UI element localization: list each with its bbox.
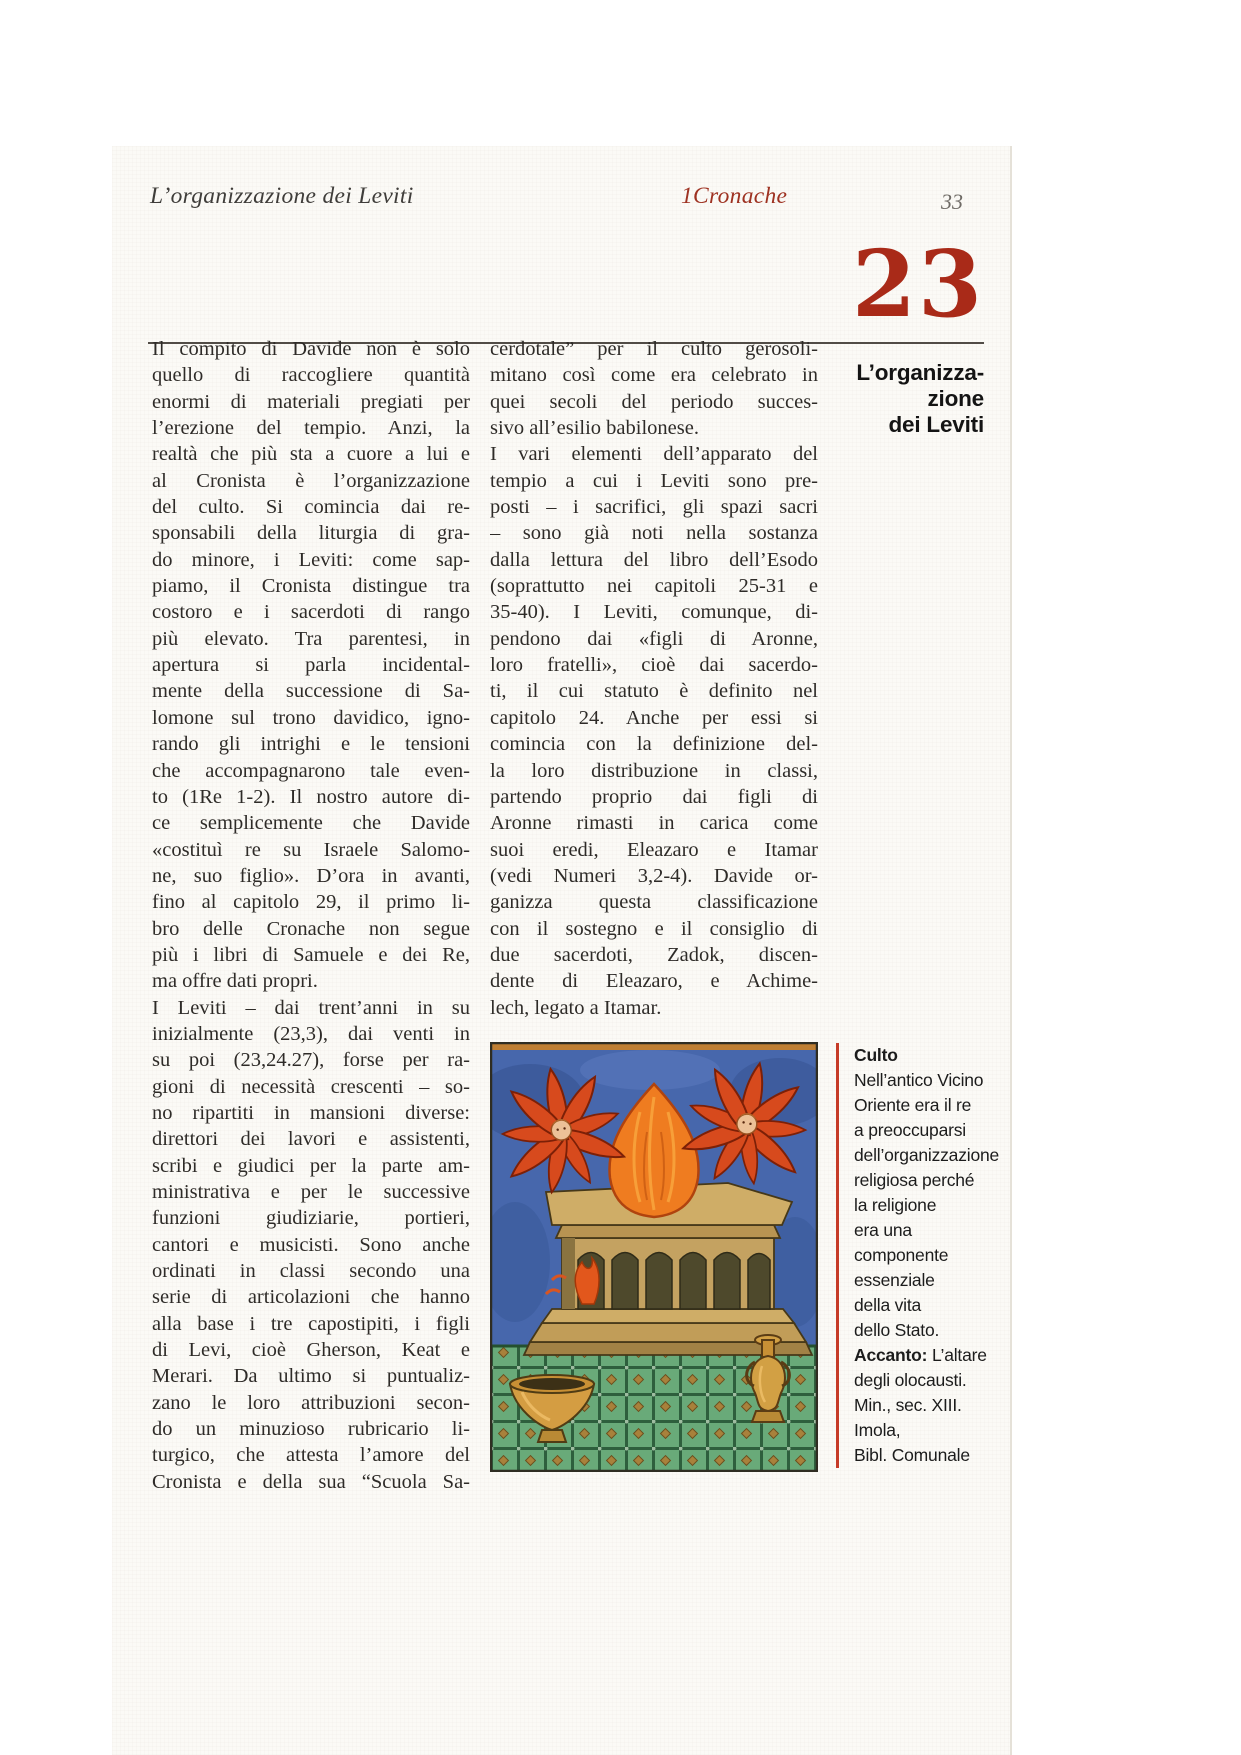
text-line: Imola, <box>854 1420 901 1440</box>
running-head-section-title: L’organizzazione dei Leviti <box>150 183 414 209</box>
text-line: componente <box>854 1245 949 1265</box>
text-line: pendono dai «figli di Aronne, <box>490 627 818 650</box>
text-line: suoi eredi, Eleazaro e Itamar <box>490 838 818 861</box>
text-line: 35-40). I Leviti, comunque, di- <box>490 601 818 624</box>
body-column-left <box>152 336 470 1495</box>
sidebar-title-line: L’organizza- <box>856 360 984 385</box>
text-line: due sacerdoti, Zadok, discen- <box>490 943 818 966</box>
text-line: sivo all’esilio babilonese. <box>490 417 699 440</box>
text-line: essenziale <box>854 1270 935 1290</box>
text-line: cerdotale” per il culto gerosoli- <box>490 338 818 360</box>
text-line: la religione <box>854 1195 937 1215</box>
page-number: 33 <box>941 189 963 214</box>
text-line: Oriente era il re <box>854 1095 972 1115</box>
caption-title: Culto <box>854 1045 898 1065</box>
text-line: Bibl. Comunale <box>854 1445 970 1465</box>
text-line: dente di Eleazaro, e Achime- <box>490 970 818 993</box>
text-line: tempio a cui i Leviti sono pre- <box>490 469 818 492</box>
text-line: mitano così come era celebrato in <box>490 364 818 387</box>
text-line: do un minuzioso rubricario li- <box>152 1418 470 1441</box>
sidebar-title-line: zione <box>927 386 984 411</box>
text-line: Il compito di Davide non è solo <box>152 338 470 360</box>
text-line: alla base i tre capostipiti, i figli <box>152 1312 470 1335</box>
photo-caption <box>836 1043 1044 1468</box>
sidebar-title-line: dei Leviti <box>888 412 984 437</box>
caption-text-block-1 <box>854 1068 1044 1343</box>
text-line: Aronne rimasti in carica come <box>490 812 818 835</box>
text-line: (soprattutto nei capitoli 25-31 e <box>490 575 818 598</box>
text-line: no ripartiti in mansioni diverse: <box>152 1101 470 1124</box>
text-line: I Leviti – dai trent’anni in su <box>152 996 470 1019</box>
text-line: piamo, il Cronista distingue tra <box>152 575 470 598</box>
body-column-right <box>490 336 818 1021</box>
text-line: capitolo 24. Anche per essi si <box>490 706 818 729</box>
text-line: inizialmente (23,3), dai venti in <box>152 1022 470 1045</box>
text-line: rando gli intrighi e le tensioni <box>152 733 470 756</box>
text-line: Merari. Da ultimo si puntualiz- <box>152 1365 470 1388</box>
text-line: ne, suo figlio». D’ora in avanti, <box>152 864 470 887</box>
text-line: a preoccuparsi <box>854 1120 966 1140</box>
text-line: quei secoli del periodo succes- <box>490 390 818 413</box>
text-line: turgico, che attesta l’amore del <box>152 1444 470 1467</box>
text-line: zano le loro attribuzioni secon- <box>152 1391 470 1414</box>
text-line: ti, il cui statuto è definito nel <box>490 680 818 703</box>
text-line: (vedi Numeri 3,2-4). Davide or- <box>490 864 818 887</box>
text-line: cantori e musicisti. Sono anche <box>152 1233 470 1256</box>
text-line: comincia con la definizione del- <box>490 733 818 756</box>
text-line: su poi (23,24.27), forse per ra- <box>152 1049 470 1072</box>
text-line: direttori dei lavori e assistenti, <box>152 1128 470 1151</box>
caption-accanto-line <box>854 1343 1044 1368</box>
text-line: con il sostegno e il consiglio di <box>490 917 818 940</box>
text-line: ce semplicemente che Davide <box>152 812 470 835</box>
altar-miniature-illustration <box>490 1042 818 1472</box>
text-line: enormi di materiali pregiati per <box>152 390 470 413</box>
text-line: del culto. Si comincia dai re- <box>152 496 470 519</box>
text-line: ma offre dati propri. <box>152 970 318 993</box>
text-line: della vita <box>854 1295 922 1315</box>
text-line: bro delle Cronache non segue <box>152 917 470 940</box>
text-line: Cronista e della sua “Scuola Sa- <box>152 1470 470 1493</box>
caption-text-block-2 <box>854 1368 1044 1468</box>
text-line: «costituì re su Israele Salomo- <box>152 838 470 861</box>
text-line: serie di articolazioni che hanno <box>152 1286 470 1309</box>
text-line: religiosa perché <box>854 1170 975 1190</box>
text-line: degli olocausti. <box>854 1370 967 1390</box>
text-line: ordinati in classi secondo una <box>152 1260 470 1283</box>
text-line: più elevato. Tra parentesi, in <box>152 627 470 650</box>
text-line: ganizza questa classificazione <box>490 891 818 914</box>
text-line: dalla lettura del libro dell’Esodo <box>490 548 818 571</box>
text-line: che accompagnarono tale even- <box>152 759 470 782</box>
text-line: quello di raccogliere quantità <box>152 364 470 387</box>
text-line: Nell’antico Vicino <box>854 1070 984 1090</box>
text-line: Min., sec. XIII. <box>854 1395 962 1415</box>
text-line: fino al capitolo 29, il primo li- <box>152 891 470 914</box>
text-line: I vari elementi dell’apparato del <box>490 443 818 466</box>
text-line: posti – i sacrifici, gli spazi sacri <box>490 496 818 519</box>
text-line: to (1Re 1-2). Il nostro autore di- <box>152 785 470 808</box>
text-line: do minore, i Leviti: come sap- <box>152 548 470 571</box>
text-line: di Levi, cioè Gherson, Keat e <box>152 1339 470 1362</box>
text-line: scribi e giudici per la parte am- <box>152 1154 470 1177</box>
text-line: mente della successione di Sa- <box>152 680 470 703</box>
text-line: l’erezione del tempio. Anzi, la <box>152 417 470 440</box>
text-line: sponsabili della liturgia di gra- <box>152 522 470 545</box>
running-head-book-title: 1Cronache <box>681 183 788 209</box>
text-line: gioni di necessità crescenti – so- <box>152 1075 470 1098</box>
text-line: era una <box>854 1220 912 1240</box>
chapter-number: 23 <box>851 230 984 338</box>
text-line: – sono già noti nella sostanza <box>490 522 818 545</box>
text-line: lech, legato a Itamar. <box>490 996 662 1019</box>
altar-illustration-graphic <box>490 1042 818 1472</box>
caption-accanto-text: L’altare <box>931 1345 987 1365</box>
text-line: al Cronista è l’organizzazione <box>152 469 470 492</box>
text-line: partendo proprio dai figli di <box>490 785 818 808</box>
text-line: dello Stato. <box>854 1320 940 1340</box>
text-line: lomone sul trono davidico, igno- <box>152 706 470 729</box>
text-line: realtà che più sta a cuore a lui e <box>152 443 470 466</box>
text-line: costoro e i sacerdoti di rango <box>152 601 470 624</box>
text-line: dell’organizzazione <box>854 1145 1000 1165</box>
caption-accanto-label: Accanto: <box>854 1345 928 1365</box>
text-line: funzioni giudiziarie, portieri, <box>152 1207 470 1230</box>
text-line: la loro distribuzione in classi, <box>490 759 818 782</box>
text-line: apertura si parla incidental- <box>152 654 470 677</box>
text-line: ministrativa e per le successive <box>152 1181 470 1203</box>
text-line: più i libri di Samuele e dei Re, <box>152 943 470 966</box>
text-line: loro fratelli», cioè dai sacerdo- <box>490 654 818 677</box>
